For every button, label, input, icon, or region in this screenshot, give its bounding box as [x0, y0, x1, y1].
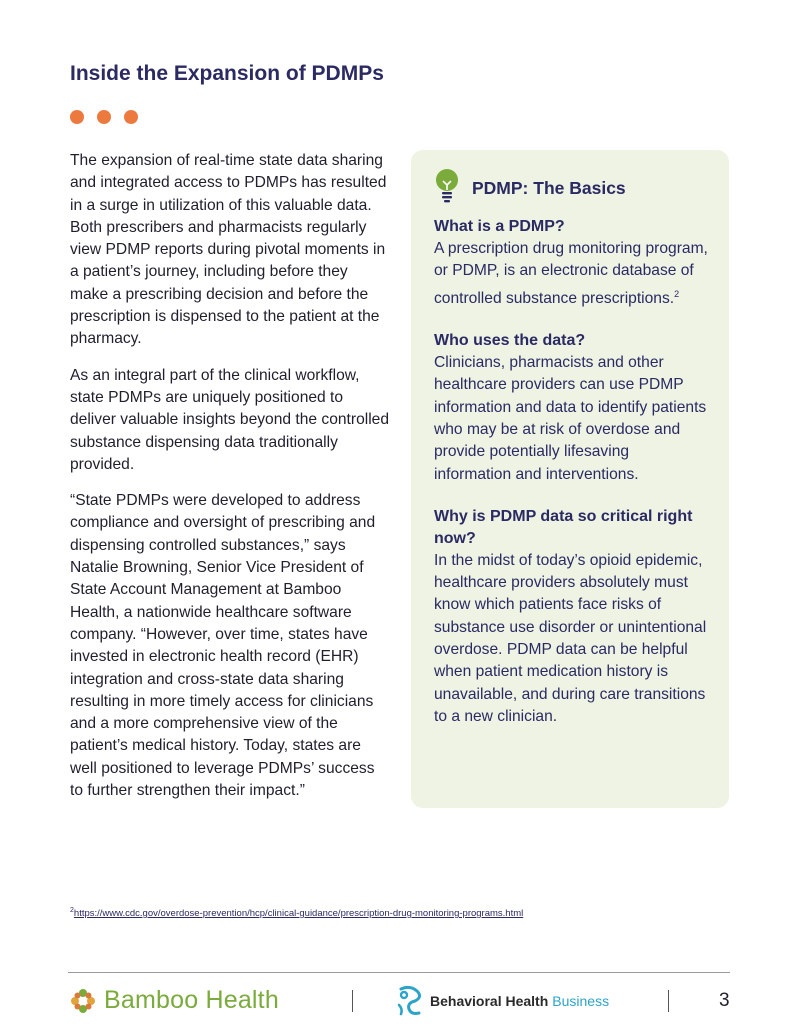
bhb-brain-icon	[395, 985, 425, 1017]
bhb-logo-light-text: Business	[552, 993, 610, 1009]
page-number: 3	[719, 990, 730, 1011]
bamboo-logo-text: Bamboo Health	[104, 986, 279, 1014]
question-heading: Who uses the data?	[434, 332, 586, 350]
question-heading: What is a PDMP?	[434, 218, 565, 235]
page-title: Inside the Expansion of PDMPs	[70, 62, 384, 85]
body-text	[70, 150, 390, 816]
answer-text: A prescription drug monitoring program, or PDMP, is an electronic database of controlled substance prescriptions.$^2$	[434, 240, 708, 307]
footer-divider	[68, 972, 730, 973]
paragraph: The expansion of real-time state data sharing and integrated access to PDMPs has resulted in a surge in utilization of this valuable data. Both prescribers and pharmacists regularly view PDMP reports during pivotal moments in a patient’s journey, including before they make a prescribing decision and before the prescription is dispensed to the patient at the pharmacy.	[70, 152, 387, 348]
footer-separator	[668, 990, 669, 1012]
answer-text: Clinicians, pharmacists and other healthcare providers can use PDMP information and data to identify patients who may be at risk of overdose and provide potentially lifesaving information and interventions.	[434, 354, 707, 483]
footnote-ref[interactable]: 2	[674, 288, 680, 299]
lightbulb-icon	[434, 168, 460, 204]
paragraph: As an integral part of the clinical workflow, state PDMPs are uniquely positioned to deliver valuable insights beyond the controlled substance dispensing data traditionally provided.	[70, 366, 390, 473]
bhb-logo-strong-text: Behavioral Health	[430, 993, 549, 1009]
behavioral-health-business-logo	[395, 985, 609, 1017]
footnote	[70, 907, 523, 919]
bamboo-health-logo	[70, 986, 279, 1015]
pdmp-basics-box	[411, 150, 729, 808]
dot-icon	[70, 110, 84, 124]
footnote-number: 2	[70, 907, 74, 914]
dot-icon	[124, 110, 138, 124]
dot-icon	[97, 110, 111, 124]
basics-title: PDMP: The Basics	[472, 177, 626, 198]
bamboo-flower-icon	[70, 988, 96, 1014]
footnote-link[interactable]: https://www.cdc.gov/overdose-prevention/hcp/clinical-guidance/prescription-drug-monitoring-programs.html	[73, 908, 524, 920]
footer-separator	[352, 990, 353, 1012]
answer-text: In the midst of today’s opioid epidemic, healthcare providers absolutely must know which patients face risks of substance use disorder or unintentional overdose. PDMP data can be helpful when patient medication history is unavailable, and during care transitions to a new clinician.	[434, 551, 707, 725]
paragraph: “State PDMPs were developed to address compliance and oversight of prescribing and dispensing controlled substances,” says Natalie Browning, Senior Vice President of State Account Management at Bamboo Health, a nationwide healthcare software company. “However, over time, states have invested in electronic health record (EHR) integration and cross-state data sharing resulting in more timely access for clinicians and a more comprehensive view of the patient’s medical history. Today, states are well positioned to leverage PDMPs’ success to further strengthen their impact.”	[70, 492, 376, 800]
question-heading: Why is PDMP data so critical right now?	[434, 507, 693, 547]
basics-header	[434, 172, 709, 204]
decorative-dots	[70, 110, 138, 124]
